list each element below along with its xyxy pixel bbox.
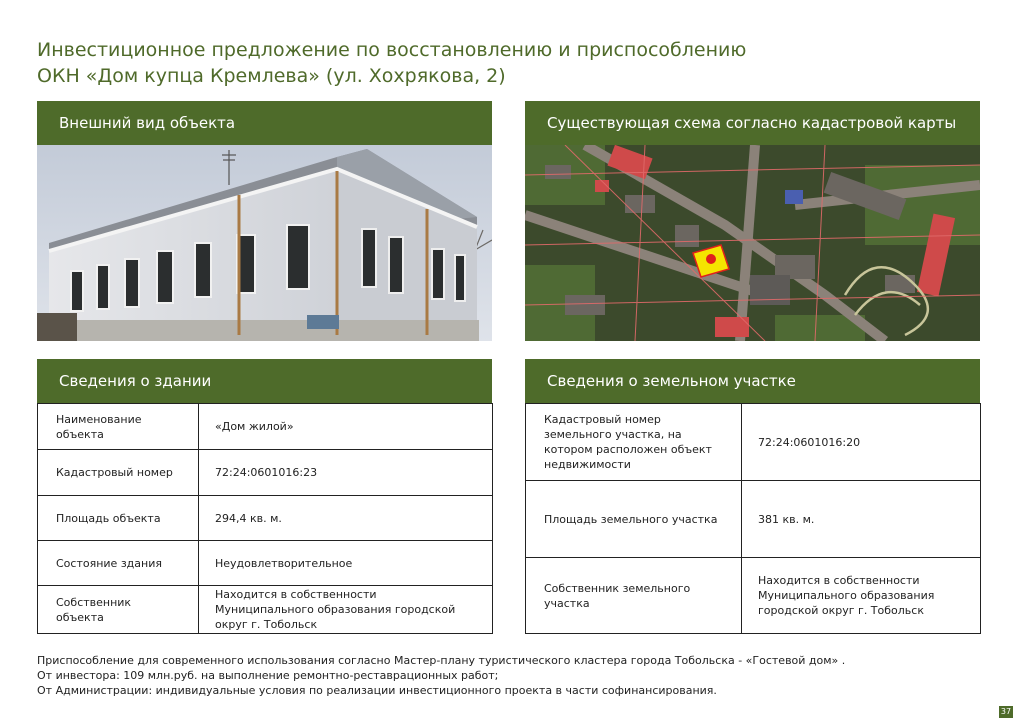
building-key-cadastral: Кадастровый номер (38, 450, 199, 496)
land-value-area: 381 кв. м. (742, 481, 981, 558)
footer-line-1: Приспособление для современного использования согласно Мастер-плану туристического кластера города Тобольска - «Гостевой дом» . (37, 654, 846, 667)
land-key-cadastral: Кадастровый номер земельного участка, на котором расположен объект недвижимости (526, 404, 742, 481)
building-info-table (37, 403, 493, 634)
table-row (526, 481, 981, 558)
land-info-table (525, 403, 981, 634)
table-row (38, 496, 493, 541)
land-key-area: Площадь земельного участка (526, 481, 742, 558)
cadastral-map-panel-title: Существующая схема согласно кадастровой карты (547, 114, 957, 132)
building-value-area: 294,4 кв. м. (199, 496, 493, 541)
footer-line-3: От Администрации: индивидуальные условия по реализации инвестиционного проекта в части софинансирования. (37, 684, 717, 697)
page-title (37, 37, 797, 89)
exterior-panel-title: Внешний вид объекта (59, 114, 236, 132)
building-info-title: Сведения о здании (59, 372, 212, 390)
footer-notes (37, 653, 845, 698)
building-key-condition: Состояние здания (38, 541, 199, 586)
building-value-owner: Находится в собственности Муниципального образования городской округ г. Тобольск (199, 586, 493, 634)
land-info-header (525, 359, 980, 403)
building-key-area: Площадь объекта (38, 496, 199, 541)
table-row (38, 450, 493, 496)
building-value-condition: Неудовлетворительное (199, 541, 493, 586)
land-key-owner: Собственник земельного участка (526, 558, 742, 634)
exterior-panel-header (37, 101, 492, 145)
building-key-name: Наименование объекта (38, 404, 199, 450)
page-number: 37 (1000, 707, 1012, 716)
table-row (526, 404, 981, 481)
building-info-header (37, 359, 492, 403)
cadastral-map[interactable] (525, 145, 980, 341)
table-row (526, 558, 981, 634)
building-value-name: «Дом жилой» (199, 404, 493, 450)
building-photo (37, 145, 492, 341)
page-title-line-2: ОКН «Дом купца Кремлева» (ул. Хохрякова, 2) (37, 65, 506, 87)
footer-line-2: От инвестора: 109 млн.руб. на выполнение ремонтно-реставрационных работ; (37, 669, 499, 682)
building-key-owner: Собственник объекта (38, 586, 199, 634)
land-info-title: Сведения о земельном участке (547, 372, 796, 390)
table-row (38, 541, 493, 586)
land-value-owner: Находится в собственности Муниципального образования городской округ г. Тобольск (742, 558, 981, 634)
page-title-line-1: Инвестиционное предложение по восстановлению и приспособлению (37, 39, 747, 61)
land-value-cadastral: 72:24:0601016:20 (742, 404, 981, 481)
cadastral-map-panel-header (525, 101, 980, 145)
table-row (38, 404, 493, 450)
table-row (38, 586, 493, 634)
building-value-cadastral: 72:24:0601016:23 (199, 450, 493, 496)
